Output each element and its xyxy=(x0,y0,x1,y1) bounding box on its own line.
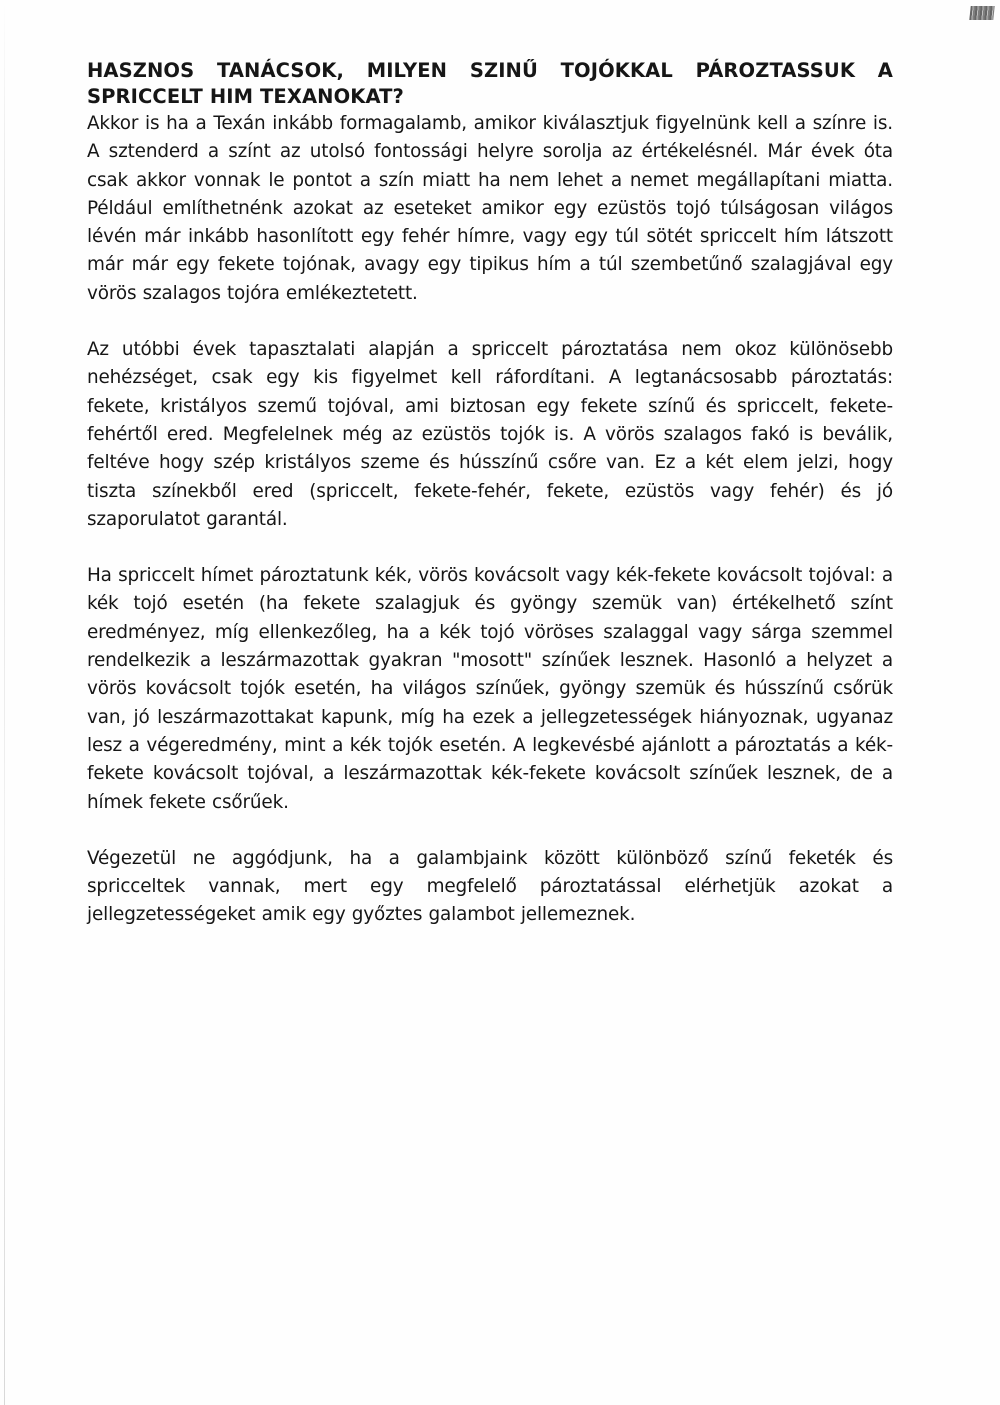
paragraph-4: Végezetül ne aggódjunk, ha a galambjaink között különböző színű feketék és spricceltek vannak, mert egy megfelelő pároztatással elérhetjük azokat a jellegzetességeket amik egy győztes galambot jellemeznek. xyxy=(87,847,893,926)
paragraph-2: Az utóbbi évek tapasztalati alapján a spriccelt pároztatása nem okoz különösebb nehézséget, csak egy kis figyelmet kell ráfordítani. A legtanácsosabb pároztatás: fekete, kristályos szemű tojóval, ami biztosan egy fekete színű és spriccelt, fekete-fehértől ered. Megfelelnek még az ezüstös tojók is. A vörös szalagos fakó is beválik, feltéve hogy szép kristályos szeme és hússzínű csőre van. Ez a két elem jelzi, hogy tiszta színekből ered (spriccelt, fekete-fehér, fekete, ezüstös vagy fehér) és jó szaporulatot garantál. xyxy=(87,339,893,530)
paragraph-gap xyxy=(87,308,893,336)
document-body xyxy=(87,58,893,930)
paragraph-1: Akkor is ha a Texán inkább formagalamb, amikor kiválasztjuk figyelnünk kell a színre is. A sztenderd a színt az utolsó fontossági helyre sorolja az értékelésnél. Már évek óta csak akkor vonnak le pontot a szín miatt ha nem lehet a nemet megállapítani miatta. Például említhetnénk azokat az eseteket amikor egy ezüstös tojó túlságosan világos lévén már inkább hasonlított egy fehér hímre, vagy egy túl sötét spriccelt hím látszott már már egy fekete tojónak, avagy egy tipikus hím a túl szembetűnő szalagjával egy vörös szalagos tojóra emlékeztetett. xyxy=(87,113,893,304)
paragraph-gap xyxy=(87,534,893,562)
paragraph-3: Ha spriccelt hímet pároztatunk kék, vörös kovácsolt vagy kék-fekete kovácsolt tojóval: a kék tojó esetén (ha fekete szalagjuk és gyöngy szemük van) értékelhető színt eredményez, míg ellenkezőleg, ha a kék tojó vöröses szalaggal vagy sárga szemmel rendelkezik a leszármazottak gyakran "mosott" színűek lesznek. Hasonló a helyzet a vörös kovácsolt tojók esetén, ha világos színűek, gyöngy szemük és hússzínű csőrük van, jó leszármazottakat kapunk, míg ha ezek a jellegzetességek hiányoznak, ugyanaz lesz a végeredmény, mint a kék tojók esetén. A legkevésbé ajánlott a pároztatás a kék-fekete kovácsolt tojóval, a leszármazottak kék-fekete kovácsolt színűek lesznek, de a hímek fekete csőrűek. xyxy=(87,565,893,813)
paragraph-gap xyxy=(87,817,893,845)
scan-edge xyxy=(4,0,5,1405)
scanner-mark xyxy=(969,6,994,20)
document-title: HASZNOS TANÁCSOK, MILYEN SZINŰ TOJÓKKAL PÁROZTASSUK A SPRICCELT HIM TEXANOKAT? xyxy=(87,59,893,108)
